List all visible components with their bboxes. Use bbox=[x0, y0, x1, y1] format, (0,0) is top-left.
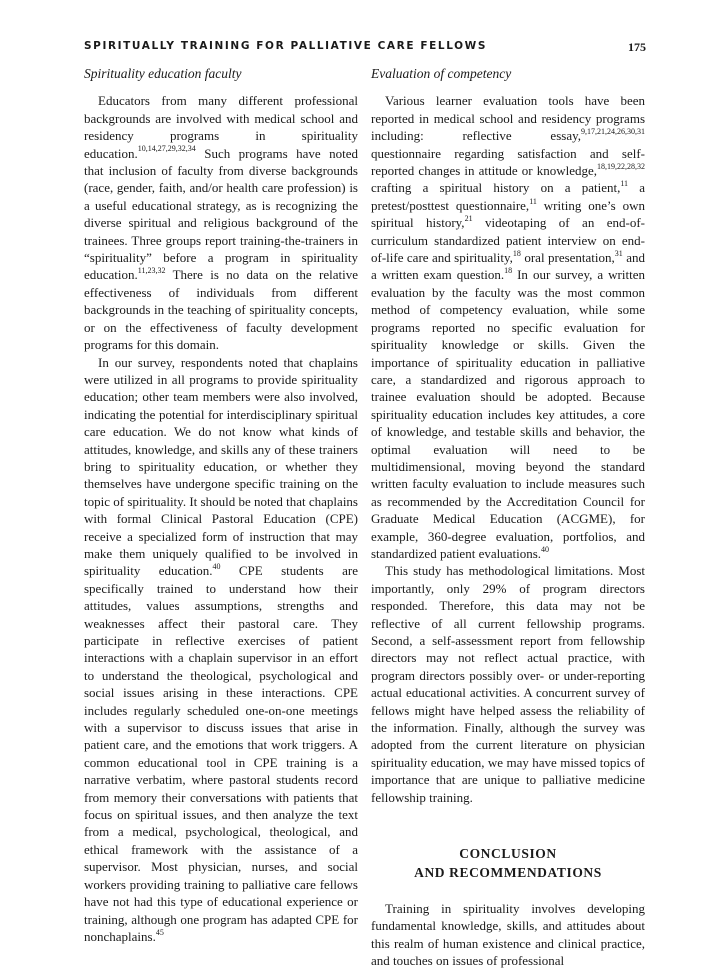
citation: 31 bbox=[614, 248, 623, 258]
right-column bbox=[371, 62, 645, 970]
citation: 11,23,32 bbox=[137, 266, 166, 276]
page-header bbox=[84, 40, 646, 60]
paragraph: Training in spirituality involves developing fundamental knowledge, skills, and attitudes about this realm of human existence and clinical practice, and touches on issues of professional bbox=[371, 901, 645, 969]
citation: 45 bbox=[155, 927, 164, 937]
section-heading-evaluation: Evaluation of competency bbox=[371, 66, 512, 81]
page-number: 175 bbox=[628, 40, 646, 54]
citation: 18 bbox=[504, 266, 513, 276]
citation: 40 bbox=[541, 544, 550, 554]
section-heading-faculty: Spirituality education faculty bbox=[84, 66, 242, 81]
paragraph: Various learner evaluation tools have been reported in medical school and residency programs including: reflective essay,$^{9,17,21,24,26,30,31}$ questionnaire regarding satisfaction and self-reported changes in attitude or knowledge,$^{18,19,22,28,32}$ crafting a spiritual history on a patient,$^{11}$ a pretest/posttest questionnaire,$^{11}$ writing one’s own spiritual history,$^{21}$ videotaping of an end-of-curriculum standardized patient interview on end-of-life care and spirituality,$^{18}$ oral presentation,$^{31}$ and a written exam question.$^{18}$ In our survey, a written evaluation by the faculty was the most common method of competency evaluation, while some programs reported no specific evaluation for spirituality knowledge or skills. Given the importance of spirituality education in palliative care, a standardized and rigorous approach to trainee evaluation should be adopted. Because spirituality education includes key attitudes, a core of knowledge, and testable skills and behavior, the optimal evaluation will need to be multidimensional, moving beyond the standard written faculty evaluation to include measures such as recommended by the Accreditation Council for Graduate Medical Education (ACGME), for example, 360-degree evaluation, portfolios, and standardized patient evaluations.$^{40}$ bbox=[371, 93, 646, 561]
paragraph: In our survey, respondents noted that chaplains were utilized in all programs to provide spirituality education; other team members were also involved, indicating the potential for interdisciplinary spiritual care education. We do not know what kinds of attitudes, knowledge, and skills any of these trainers bring to spirituality education, or whether they themselves have undergone specific training on the topic of spirituality. It should be noted that chaplains with formal Clinical Pastoral Education (CPE) receive a specialized form of instruction that may make them uniquely qualified to be involved in spirituality education.$^{40}$ CPE students are specifically trained to understand how their attitudes, values assumptions, strengths and weaknesses affect their pastoral care. They participate in reflective exercises of patient interactions with a chaplain supervisor in an effort to understand the theological, psychological and social issues arising in these interactions. CPE includes regularly scheduled one-on-one meetings with a supervisor to discuss issues that arise in patient care, and the emotions that work triggers. A common educational tool in CPE training is a narrative verbatim, where pastoral students record from memory their conversations with patients that focus on spiritual issues, and then analyze the text from a medical, psychological, theological, and ethical framework with the assistance of a supervisor. Most physician, nurses, and social workers providing training to palliative care fellows have not had this type of educational experience or training, although one program has adapted CPE for nonchaplains.$^{45}$ bbox=[84, 354, 358, 944]
citation: 18 bbox=[512, 248, 521, 258]
citation: 10,14,27,29,32,34 bbox=[137, 144, 196, 154]
citation: 18,19,22,28,32 bbox=[597, 161, 645, 171]
citation: 21 bbox=[464, 213, 473, 223]
left-column bbox=[84, 62, 358, 945]
running-head: SPIRITUALLY TRAINING FOR PALLIATIVE CARE FELLOWS bbox=[84, 40, 487, 52]
citation: 11 bbox=[529, 196, 537, 206]
citation: 40 bbox=[212, 562, 221, 572]
paragraph: This study has methodological limitations. Most importantly, only 29% of program directors responded. Therefore, this data may not be reflective of all current fellowship programs. Second, a self-assessment report from fellowship directors may not reflect actual practice, with program directors possibly over- or under-reporting actual educational activities. A concurrent survey of fellows might have helped assess the reliability of the information. Finally, although the survey was adopted from the current literature on physician spirituality education, we may have missed topics of importance that are unique to palliative medicine fellowship training. bbox=[371, 563, 645, 805]
conclusion-heading: CONCLUSION AND RECOMMENDATIONS bbox=[414, 846, 602, 881]
citation: 9,17,21,24,26,30,31 bbox=[581, 126, 645, 136]
paragraph: Educators from many different professional backgrounds are involved with medical school and residency programs in spirituality education.$^{10,14,27,29,32,34}$ Such programs have noted that inclusion of faculty from diverse backgrounds (race, gender, faith, and/or health care profession) is a useful educational strategy, as is recognizing the diverse spiritual and religious background of the trainees. Three groups report training-the-trainers in “spirituality” before a program in spirituality education.$^{11,23,32}$ There is no data on the relative effectiveness of individuals from different backgrounds in the teaching of spirituality concepts, or on the effectiveness of faculty development programs for this domain. bbox=[84, 93, 358, 353]
citation: 11 bbox=[620, 179, 629, 189]
